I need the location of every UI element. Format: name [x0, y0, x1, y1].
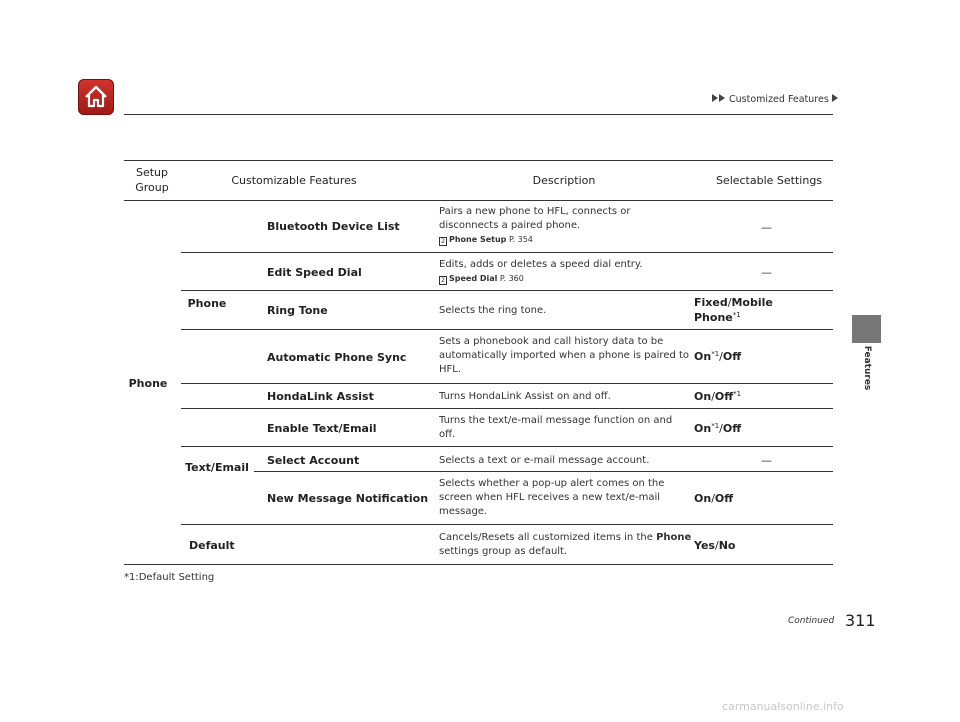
feature-new-message-notification: New Message Notification	[267, 492, 429, 505]
section-tab-text: Features	[861, 345, 872, 391]
row-divider	[181, 446, 833, 447]
feature-ring-tone: Ring Tone	[267, 304, 328, 317]
row-divider	[181, 408, 833, 409]
setting-default	[694, 538, 735, 553]
table-header-rule	[124, 200, 833, 201]
section-tab-label	[852, 343, 881, 393]
row-divider	[181, 290, 833, 291]
setting-separator: /	[719, 422, 723, 435]
description-enable-text-email: Turns the text/e-mail message function on and off.	[439, 415, 673, 440]
cross-reference[interactable]	[439, 272, 679, 286]
setting-separator: /	[711, 492, 715, 505]
setting-hondalink-assist	[694, 389, 741, 404]
setting-automatic-phone-sync	[694, 349, 741, 364]
reference-label: Phone Setup	[449, 235, 507, 244]
description-new-message-notification: Selects whether a pop-up alert comes on the screen when HFL receives a new text/e-mail message.	[439, 478, 665, 517]
feature-bluetooth-device-list: Bluetooth Device List	[267, 220, 400, 233]
description-text: Cancels/Resets all customized items in the	[439, 532, 653, 543]
setting-option: Off	[714, 390, 734, 403]
setting-select-account: —	[761, 454, 772, 467]
setting-separator: /	[719, 350, 723, 363]
setting-new-message-notification	[694, 491, 733, 506]
setup-group-label: Phone	[128, 377, 168, 390]
setting-edit-speed-dial: —	[761, 266, 772, 279]
feature-select-account: Select Account	[267, 454, 360, 467]
feature-hondalink-assist: HondaLink Assist	[267, 390, 374, 403]
row-divider	[181, 329, 833, 330]
description-text: Pairs a new phone to HFL, connects or disconnects a paired phone.	[439, 206, 631, 231]
description-select-account: Selects a text or e-mail message account.	[439, 455, 650, 466]
row-divider	[181, 252, 833, 253]
row-divider	[181, 524, 833, 525]
setting-option: On	[694, 492, 712, 505]
chevron-right-icon	[712, 94, 718, 102]
feature-default: Default	[189, 539, 235, 552]
feature-edit-speed-dial: Edit Speed Dial	[267, 266, 362, 279]
table-top-rule	[124, 160, 833, 161]
column-header-setup-group: Setup Group	[135, 166, 169, 194]
description-hondalink-assist: Turns HondaLink Assist on and off.	[439, 391, 611, 402]
continued-label: Continued	[788, 616, 835, 626]
chevron-right-icon	[719, 94, 725, 102]
description-text: Edits, adds or deletes a speed dial entry.	[439, 259, 643, 270]
home-icon[interactable]	[78, 79, 114, 115]
description-automatic-phone-sync: Sets a phonebook and call history data to be automatically imported when a phone is paired to HFL.	[439, 336, 690, 375]
watermark: carmanualsonline.info	[722, 700, 844, 713]
description-default	[439, 531, 699, 559]
description-emphasis: Phone	[656, 532, 692, 543]
description-text: settings group as default.	[439, 546, 568, 557]
setting-option: Off	[714, 492, 734, 505]
setting-option: No	[718, 539, 736, 552]
column-header-features: Customizable Features	[231, 174, 357, 187]
feature-enable-text-email: Enable Text/Email	[267, 422, 377, 435]
cross-reference[interactable]	[439, 233, 679, 247]
setting-option: Off	[722, 422, 742, 435]
setting-separator: /	[727, 296, 732, 309]
page-number: 311	[845, 611, 876, 630]
footnote-marker: *1	[732, 311, 741, 319]
description-bluetooth-device-list	[439, 205, 679, 247]
reference-arrow-icon: 2	[439, 276, 447, 285]
setting-option: Fixed	[694, 296, 728, 309]
column-header-description: Description	[532, 174, 596, 187]
setting-separator: /	[714, 539, 719, 552]
description-ring-tone: Selects the ring tone.	[439, 305, 547, 316]
table-bottom-rule	[124, 564, 833, 565]
setting-ring-tone	[694, 295, 794, 325]
reference-page: P. 354	[508, 235, 533, 244]
setting-option: On	[694, 422, 712, 435]
row-divider	[254, 471, 833, 472]
setting-enable-text-email	[694, 421, 741, 436]
subgroup-label-phone: Phone	[187, 297, 227, 310]
section-tab-marker[interactable]	[852, 315, 881, 343]
column-header-settings: Selectable Settings	[715, 174, 823, 187]
feature-automatic-phone-sync: Automatic Phone Sync	[267, 351, 407, 364]
breadcrumb-label: Customized Features	[729, 94, 829, 105]
subgroup-label-text-email: Text/Email	[185, 461, 249, 474]
footnote-marker: *1	[711, 422, 720, 430]
setting-bluetooth-device-list: —	[761, 221, 772, 234]
reference-arrow-icon: 2	[439, 237, 447, 246]
footnote-marker: *1	[711, 350, 720, 358]
setting-option: Off	[722, 350, 742, 363]
setting-option: Yes	[694, 539, 715, 552]
setting-separator: /	[711, 390, 715, 403]
setting-option: Mobile Phone	[694, 296, 773, 324]
setting-option: On	[694, 390, 712, 403]
breadcrumb[interactable]	[712, 94, 839, 105]
description-edit-speed-dial	[439, 258, 679, 286]
footnote-marker: *1	[733, 390, 742, 398]
header-divider	[124, 114, 833, 115]
footnote: *1:Default Setting	[124, 572, 215, 583]
reference-page: P. 360	[499, 274, 524, 283]
row-divider	[181, 383, 833, 384]
reference-label: Speed Dial	[449, 274, 498, 283]
setting-option: On	[694, 350, 712, 363]
chevron-right-icon	[832, 94, 838, 102]
